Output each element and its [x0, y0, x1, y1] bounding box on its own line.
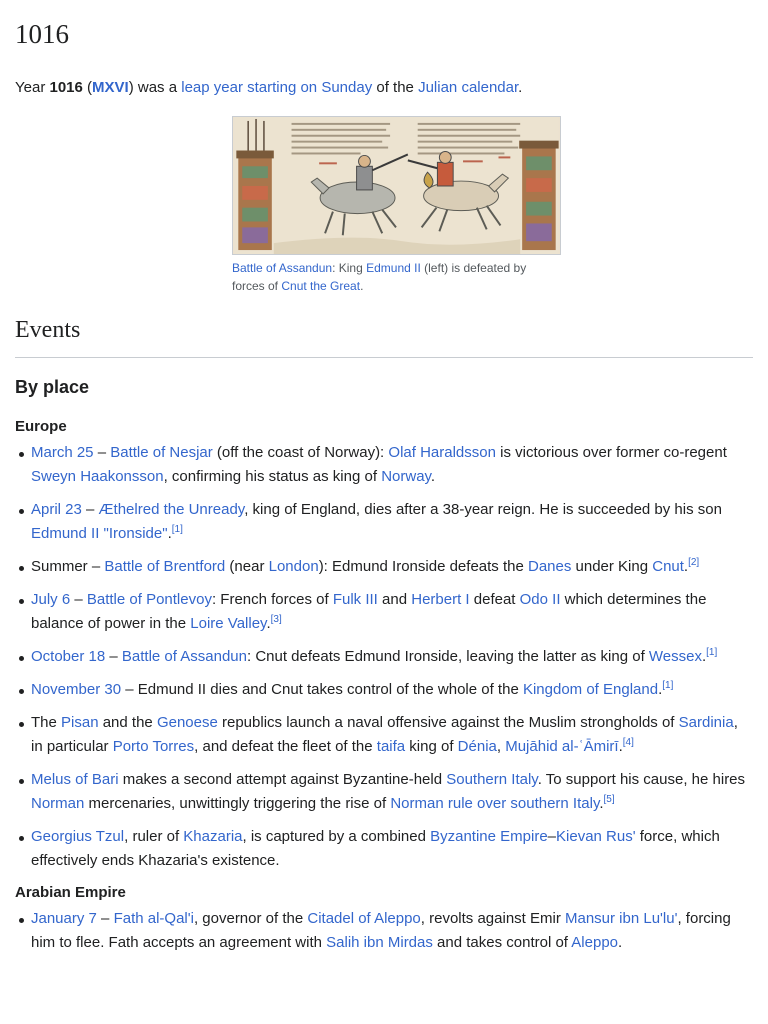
event-text: .	[266, 615, 271, 632]
reference-link[interactable]: [3]	[270, 614, 282, 625]
event-text: .	[658, 681, 663, 698]
event-text: , and defeat the fleet of the	[194, 738, 377, 755]
event-link[interactable]: Fulk III	[332, 591, 378, 608]
event-text: –	[96, 910, 114, 927]
arabian-events-list	[15, 907, 753, 955]
event-link[interactable]: October 18	[31, 648, 106, 665]
event-link[interactable]: Norman	[31, 795, 85, 812]
list-item	[31, 555, 753, 579]
event-text: (near	[225, 558, 269, 575]
intro-text: Year	[15, 79, 50, 96]
event-text: mercenaries, unwittingly triggering the rise of	[84, 795, 391, 812]
list-item	[31, 711, 753, 759]
event-link[interactable]: Battle of Nesjar	[110, 444, 213, 461]
event-link[interactable]: Mansur ibn Lu'lu'	[565, 910, 678, 927]
list-item	[31, 825, 753, 873]
figure	[205, 116, 563, 295]
reference-link[interactable]: [4]	[622, 737, 634, 748]
event-text: ,	[496, 738, 506, 755]
event-link[interactable]: Aleppo	[571, 934, 619, 951]
event-text: king of	[405, 738, 458, 755]
event-text: . To support his cause, he hires	[537, 771, 746, 788]
battle-of-assandun-image[interactable]	[232, 116, 561, 255]
list-item	[31, 498, 753, 546]
event-text: .	[430, 468, 436, 485]
event-link[interactable]: Herbert I	[411, 591, 470, 608]
julian-calendar-link[interactable]: Julian calendar	[418, 79, 519, 96]
caption-cnut-link[interactable]: Cnut the Great	[281, 279, 361, 293]
list-item	[31, 907, 753, 955]
event-link[interactable]: Pisan	[61, 714, 99, 731]
reference	[688, 557, 699, 568]
page-title: 1016	[15, 19, 69, 49]
list-item	[31, 588, 753, 636]
event-link[interactable]: taifa	[376, 738, 406, 755]
reference-link[interactable]: [1]	[171, 524, 183, 535]
event-text: , governor of the	[193, 910, 308, 927]
event-link[interactable]: Mujāhid al-ʿĀmirī	[505, 738, 619, 755]
event-text: makes a second attempt against Byzantine-held	[118, 771, 447, 788]
event-link[interactable]: London	[268, 558, 319, 575]
event-text: , in particular	[31, 714, 738, 755]
event-link[interactable]: Georgius Tzul	[31, 828, 125, 845]
europe-heading: Europe	[15, 418, 67, 435]
event-link[interactable]: April 23	[31, 501, 82, 518]
caption-text: : King	[332, 261, 367, 275]
figure-caption	[232, 259, 552, 295]
event-text: force, which effectively ends Khazaria's existence.	[31, 828, 720, 869]
event-text: is victorious over former co-regent	[495, 444, 727, 461]
intro-text: of the	[372, 79, 419, 96]
event-link[interactable]: Odo II	[519, 591, 561, 608]
event-link[interactable]: July 6	[31, 591, 71, 608]
event-text: Summer –	[31, 558, 105, 575]
arabian-empire-heading: Arabian Empire	[15, 884, 126, 901]
event-text: , is captured by a combined	[242, 828, 431, 845]
event-text: defeat	[469, 591, 520, 608]
event-link[interactable]: Wessex	[648, 648, 702, 665]
event-text: , forcing him to flee. Fath accepts an agreement with	[31, 910, 731, 951]
reference	[271, 614, 282, 625]
reference	[604, 794, 615, 805]
reference-link[interactable]: [1]	[706, 647, 718, 658]
event-text: .	[683, 558, 689, 575]
event-link[interactable]: Edmund II "Ironside"	[31, 525, 168, 542]
event-link[interactable]: Byzantine Empire	[430, 828, 548, 845]
event-link[interactable]: Loire Valley	[190, 615, 267, 632]
event-text: under King	[571, 558, 653, 575]
event-text: , king of England, dies after a 38-year reign. He is succeeded by his son	[244, 501, 722, 518]
event-text: , ruler of	[124, 828, 184, 845]
event-link[interactable]: Battle of Pontlevoy	[86, 591, 212, 608]
caption-text: .	[360, 279, 364, 293]
list-item	[31, 678, 753, 702]
event-text: : Cnut defeats Edmund Ironside, leaving the latter as king of	[247, 648, 649, 665]
reference	[172, 524, 183, 535]
event-link[interactable]: Sardinia	[678, 714, 734, 731]
event-text: republics launch a naval offensive against the Muslim strongholds of	[217, 714, 679, 731]
event-text: and takes control of	[432, 934, 572, 951]
event-link[interactable]: Citadel of Aleppo	[307, 910, 421, 927]
event-text: The	[31, 714, 62, 731]
events-heading: Events	[15, 315, 753, 358]
event-text: which determines the balance of power in the	[31, 591, 707, 632]
leap-year-link[interactable]: leap year starting on Sunday	[181, 79, 373, 96]
event-text: , revolts against Emir	[420, 910, 565, 927]
caption-text: (left) is defeated by forces of	[232, 261, 527, 293]
roman-numeral-link[interactable]: MXVI	[92, 79, 129, 96]
intro-text: (	[82, 79, 93, 96]
caption-battle-link[interactable]: Battle of Assandun	[232, 261, 333, 275]
event-link[interactable]: Battle of Brentford	[104, 558, 226, 575]
event-link[interactable]: Fath al-Qal'i	[113, 910, 194, 927]
event-text: : French forces of	[211, 591, 333, 608]
caption-edmund-link[interactable]: Edmund II	[366, 261, 421, 275]
reference-link[interactable]: [2]	[688, 557, 700, 568]
intro-text: .	[518, 79, 523, 96]
event-link[interactable]: Salih ibn Mirdas	[326, 934, 433, 951]
reference-link[interactable]: [5]	[603, 794, 615, 805]
event-text: (off the coast of Norway):	[212, 444, 389, 461]
intro-text: ) was a	[128, 79, 182, 96]
event-text: .	[167, 525, 172, 542]
event-link[interactable]: Melus of Bari	[31, 771, 119, 788]
event-link[interactable]: Battle of Assandun	[121, 648, 247, 665]
list-item	[31, 441, 753, 489]
event-text: .	[701, 648, 707, 665]
event-link[interactable]: Genoese	[156, 714, 218, 731]
event-link[interactable]: Norman rule over southern Italy	[390, 795, 600, 812]
event-text: ): Edmund Ironside defeats the	[318, 558, 528, 575]
event-link[interactable]: Dénia	[457, 738, 497, 755]
event-link[interactable]: Æthelred the Unready	[98, 501, 245, 518]
intro-year: 1016	[49, 79, 83, 96]
event-link[interactable]: Cnut	[652, 558, 684, 575]
event-text: and the	[98, 714, 157, 731]
event-link[interactable]: January 7	[31, 910, 97, 927]
list-item	[31, 768, 753, 816]
event-link[interactable]: November 30	[31, 681, 122, 698]
event-text: –	[547, 828, 557, 845]
by-place-heading: By place	[15, 377, 90, 397]
event-text: –	[93, 444, 111, 461]
event-link[interactable]: March 25	[31, 444, 94, 461]
event-text: –	[81, 501, 99, 518]
event-text: –	[70, 591, 87, 608]
reference-link[interactable]: [1]	[662, 680, 674, 691]
event-link[interactable]: Olaf Haraldsson	[388, 444, 496, 461]
event-text: –	[105, 648, 122, 665]
event-link[interactable]: Danes	[527, 558, 572, 575]
reference	[662, 680, 673, 691]
event-text: and	[377, 591, 412, 608]
event-text: – Edmund II dies and Cnut takes control of the whole of the	[121, 681, 523, 698]
list-item	[31, 645, 753, 669]
reference	[623, 737, 634, 748]
event-text: .	[618, 738, 623, 755]
event-text: .	[618, 934, 623, 951]
event-link[interactable]: Kingdom of England	[522, 681, 659, 698]
event-text: , confirming his status as king of	[163, 468, 382, 485]
europe-events-list	[15, 441, 753, 873]
event-text: .	[599, 795, 604, 812]
event-link[interactable]: Porto Torres	[112, 738, 195, 755]
event-link[interactable]: Khazaria	[183, 828, 243, 845]
event-link[interactable]: Kievan Rus'	[556, 828, 636, 845]
event-link[interactable]: Southern Italy	[446, 771, 538, 788]
intro-paragraph	[15, 76, 753, 100]
event-link[interactable]: Sweyn Haakonsson	[31, 468, 164, 485]
event-link[interactable]: Norway	[381, 468, 431, 485]
reference	[706, 647, 717, 658]
